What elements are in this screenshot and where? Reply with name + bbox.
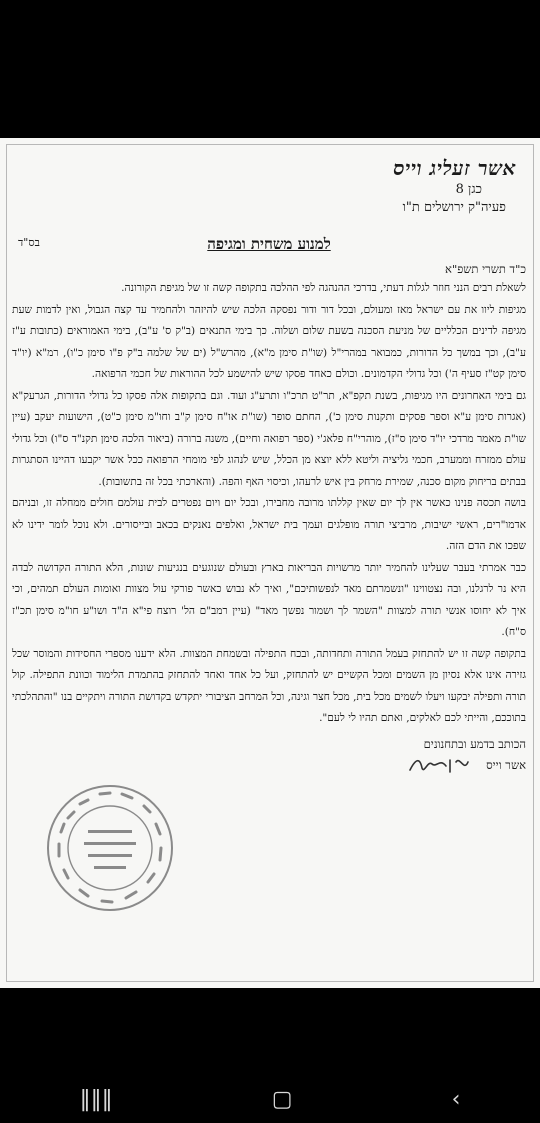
signer-name: אשר וייס	[486, 757, 526, 772]
paragraph-4: בושה תכסה פנינו כאשר אין לך יום שאין קללתו מרובה מחבירו, ובכל יום ויום נפטרים לבית עולמם חולים ממחלה זו, ובניהם אדמו"רים, ראשי ישיבות, מרביצי תורה מופלגים ועמך בית ישראל, ואלפים נאנקים בכאב ובייסורים. ולא נוכל לומר ידינו לא שפכו את הדם הזה.	[12, 497, 526, 552]
paragraph-6: בתקופה קשה זו יש להתחזק בעמל התורה ותחדותה, ובכח התפילה ובשמחת המצוות. הלא ידענו מספרי החסידות והמוסר שכל גזירה אינו אלא נסיון מן השמים ומכל הקשיים יש להתחזק, ועל כל אחד ואחד להתחזק בהתמדת הלימוד וכוונת התפילה. קול תורה ותפילה יבקעו ויעלו לשמים מכל בית, מכל חצר וגינה, וכל המרחב הציבורי יתקדש בקדושת התורה ויתקיים בנו "והתהלכתי בתוככם, והייתי לכם לאלקים, ואתם תהיו לי לעם".	[12, 647, 526, 724]
handwritten-signature-icon	[406, 754, 476, 776]
letter-title: למנוע משחית ומגיפה	[207, 235, 331, 253]
letterhead-address: כגן 8	[455, 182, 482, 197]
paragraph-3: גם בימי האחרונים היו מגיפות, בשנת תקפ"א, תר"ט תרכ"ו ותרע"ג ועוד. וגם בתקופות אלה פסקו כל גדולי הדורות, הגרעק"א (אגרות סימן ע"א וספר פסקים ותקנות סימן כ'), החתם סופר (שו"ת או"ח סימן ק"ב וחו"מ סימן כ"ט), הישועות יעקב (עיין שו"ת מאמר מרדכי יו"ד סימן ס"ז), מוהרי"ח פלאג'י (ספר רפואה וחיים), משנה ברורה (ביאור הלכה סימן תקנ"ד ס"ו) וכל גדולי עולם ממזרח וממערב, חכמי גליציה וליטא ללא יוצא מן הכלל, שיש לנהוג לפי מומחי הרפואה ככל אשר יקבעו דהיינו הסתגרות בבתים בריחוק מקום סכנה, שמירת מרחק בין איש לרעהו, וכיסוי האף והפה. (והארכתי בכל זה בתשובות).	[12, 389, 526, 488]
document-page	[0, 138, 540, 988]
paragraph-5: כבר אמרתי בעבר שעלינו להחמיר יותר מרשויות הבריאות בארץ ובעולם שנוגעים בנגיעות שונות, הלא התורה הקדושה לבדה היא נר לרגלנו, ובה נצטווינו "ונשמרתם מאד לנפשותיכם", ואיך לא נבוש כאשר פורקי עול מצוות ואומות העולם תמהים, וכי איך לא יחוסו אנשי תורה למצוות "השמר לך ושמור נפשך מאד" (עיין רמב"ם הל' רוצח פי"א ה"ד ושו"ע חו"מ סימן תכ"ז ס"ח).	[12, 561, 526, 638]
rabbinical-stamp-icon	[40, 778, 180, 918]
paragraph-2: מגיפות ליוו את עם ישראל מאז ומעולם, ובכל דור ודור נפסקה הלכה שיש להיזהר ולהחמיר עד קצה הגבול, ואין לדמות שעת מגיפה לדינים הכלליים של מניעת הסכנה בשעת שלום ושלוה. כך בימי התנאים (ב"ק ס' ע"ב), בימי האמוראים (כתובות ע"ז ע"ב), וכך במשך כל הדורות, כמבואר במהרי"ל (שו"ת סימן מ"א), מהרש"ל (ים של שלמה ב"ק פ"ו סימן כ"ו), רמ"א (יו"ד סימן קט"ז סעיף ה') וכל גדולי הקדמונים. וכולם כאחד פסקו שיש להישמע לכל ההוראות של חכמי הרפואה.	[12, 303, 526, 380]
letterhead-city: פעיה"ק ירושלים ת"ו	[402, 200, 506, 215]
stamp-area	[0, 778, 540, 978]
bsd-mark: בס"ד	[18, 236, 40, 249]
system-nav-bar	[0, 1075, 540, 1123]
paragraph-1: לשאלת רבים הנני חוזר לגלות דעתי, בדרכי ההנהגה לפי ההלכה בתקופה קשה זו של מגיפת הקורונה.	[121, 282, 526, 294]
letter-body	[12, 148, 526, 776]
home-icon[interactable]: ▢	[271, 1086, 293, 1112]
closing-line: הכותב בדמע ובתחנונים	[423, 736, 526, 751]
letter-date: כ"ד תשרי תשפ"א	[445, 262, 526, 276]
letterhead-name: אשר זעליג וייס	[393, 156, 516, 180]
back-icon[interactable]: ‹	[451, 1086, 461, 1112]
signature-line	[12, 754, 526, 776]
recents-icon[interactable]: ‖‖‖	[79, 1086, 113, 1112]
